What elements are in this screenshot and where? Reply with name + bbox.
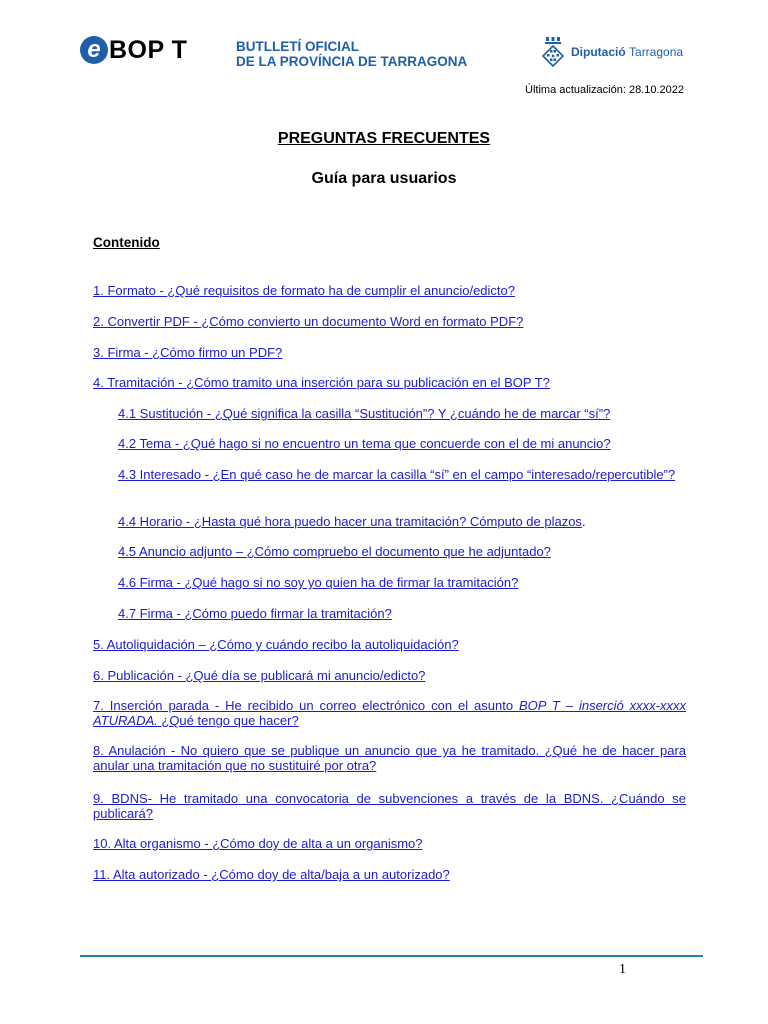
toc-item-4-6[interactable] [118,575,686,590]
toc-link-3[interactable]: 3. Firma - ¿Cómo firmo un PDF? [93,345,283,360]
ebop-e-mark: e [80,36,108,64]
toc-link-10[interactable]: 10. Alta organismo - ¿Cómo doy de alta a un organismo? [93,836,423,851]
ebop-logo-text: BOP T [109,35,188,64]
toc-link-4-7[interactable]: 4.7 Firma - ¿Cómo puedo firmar la tramitación? [118,606,392,621]
toc-item-8[interactable] [93,743,686,773]
toc-item-4-5[interactable] [118,544,686,559]
toc-link-4-3[interactable]: 4.3 Interesado - ¿En qué caso he de marcar la casilla “sí” en el campo “interesado/repercutible”? [118,467,676,482]
toc-link-2[interactable]: 2. Convertir PDF - ¿Cómo convierto un documento Word en formato PDF? [93,314,524,329]
toc-item-7[interactable] [93,698,686,728]
diputacio-name-light: Tarragona [629,45,684,59]
toc-link-9[interactable]: 9. BDNS- He tramitado una convocatoria de subvenciones a través de la BDNS. ¿Cuándo se publicará? [93,791,686,821]
toc-link-6[interactable]: 6. Publicación - ¿Qué día se publicará mi anuncio/edicto? [93,668,426,683]
toc-item-9[interactable] [93,791,686,821]
bulletin-title-line2: DE LA PROVÍNCIA DE TARRAGONA [236,54,468,69]
toc-item-10[interactable] [93,836,686,851]
contents-heading: Contenido [93,235,160,250]
toc-item-4-7[interactable] [118,606,686,621]
toc-item-4-3[interactable] [118,467,686,482]
document-header [0,0,768,80]
toc-item-1[interactable] [93,283,686,298]
diputacio-name-bold: Diputació [571,45,626,59]
toc-item-4[interactable] [93,375,686,390]
toc-link-4-6[interactable]: 4.6 Firma - ¿Qué hago si no soy yo quien ha de firmar la tramitación? [118,575,519,590]
toc-item-4-1[interactable] [118,406,686,421]
toc-item-4-4[interactable] [118,514,686,529]
toc-link-4[interactable]: 4. Tramitación - ¿Cómo tramito una inserción para su publicación en el BOP T? [93,375,550,390]
toc-link-4-5[interactable]: 4.5 Anuncio adjunto – ¿Cómo compruebo el documento que he adjuntado? [118,544,551,559]
diputacio-emblem-icon [540,36,566,68]
ebop-logo [80,30,187,70]
toc-link-4-2[interactable]: 4.2 Tema - ¿Qué hago si no encuentro un tema que concuerde con el de mi anuncio? [118,436,611,451]
last-updated: Última actualización: 28.10.2022 [525,84,684,96]
toc-link-8[interactable]: 8. Anulación - No quiero que se publique un anuncio que ya he tramitado. ¿Qué he de hacer para anular una tramitación que no sustituiré por otra? [93,743,686,773]
toc-item-4-4-period: . [581,514,586,529]
toc-link-11[interactable]: 11. Alta autorizado - ¿Cómo doy de alta/baja a un autorizado? [93,867,450,882]
page-number: 1 [619,962,626,977]
toc-link-4-1[interactable]: 4.1 Sustitución - ¿Qué significa la casilla “Sustitución”? Y ¿cuándo he de marcar “sí”? [118,406,611,421]
toc-link-1[interactable]: 1. Formato - ¿Qué requisitos de formato ha de cumplir el anuncio/edicto? [93,283,515,298]
toc-item-4-2[interactable] [118,436,686,451]
toc-item-6[interactable] [93,668,686,683]
diputacio-name [571,45,683,59]
toc-item-11[interactable] [93,867,686,882]
footer-divider [80,955,703,957]
toc-item-2[interactable] [93,314,686,329]
page-subtitle: Guía para usuarios [311,170,457,187]
toc-link-4-4[interactable]: 4.4 Horario - ¿Hasta qué hora puedo hacer una tramitación? Cómputo de plazos [118,514,582,529]
toc-link-7-part1[interactable]: 7. Inserción parada - He recibido un correo electrónico con el asunto [93,698,520,713]
toc-link-5[interactable]: 5. Autoliquidación – ¿Cómo y cuándo recibo la autoliquidación? [93,637,459,652]
bulletin-title-line1: BUTLLETÍ OFICIAL [236,39,359,54]
toc-link-7-part2[interactable]: ¿Qué tengo que hacer? [157,713,299,728]
toc-link-7-subject[interactable]: BOP T – inserció xxxx-xxxx ATURADA. [93,698,687,728]
diputacio-logo [540,36,683,68]
toc-item-3[interactable] [93,345,686,360]
toc-item-5[interactable] [93,637,686,652]
page-title: PREGUNTAS FRECUENTES [277,130,491,147]
bulletin-title [236,39,467,69]
